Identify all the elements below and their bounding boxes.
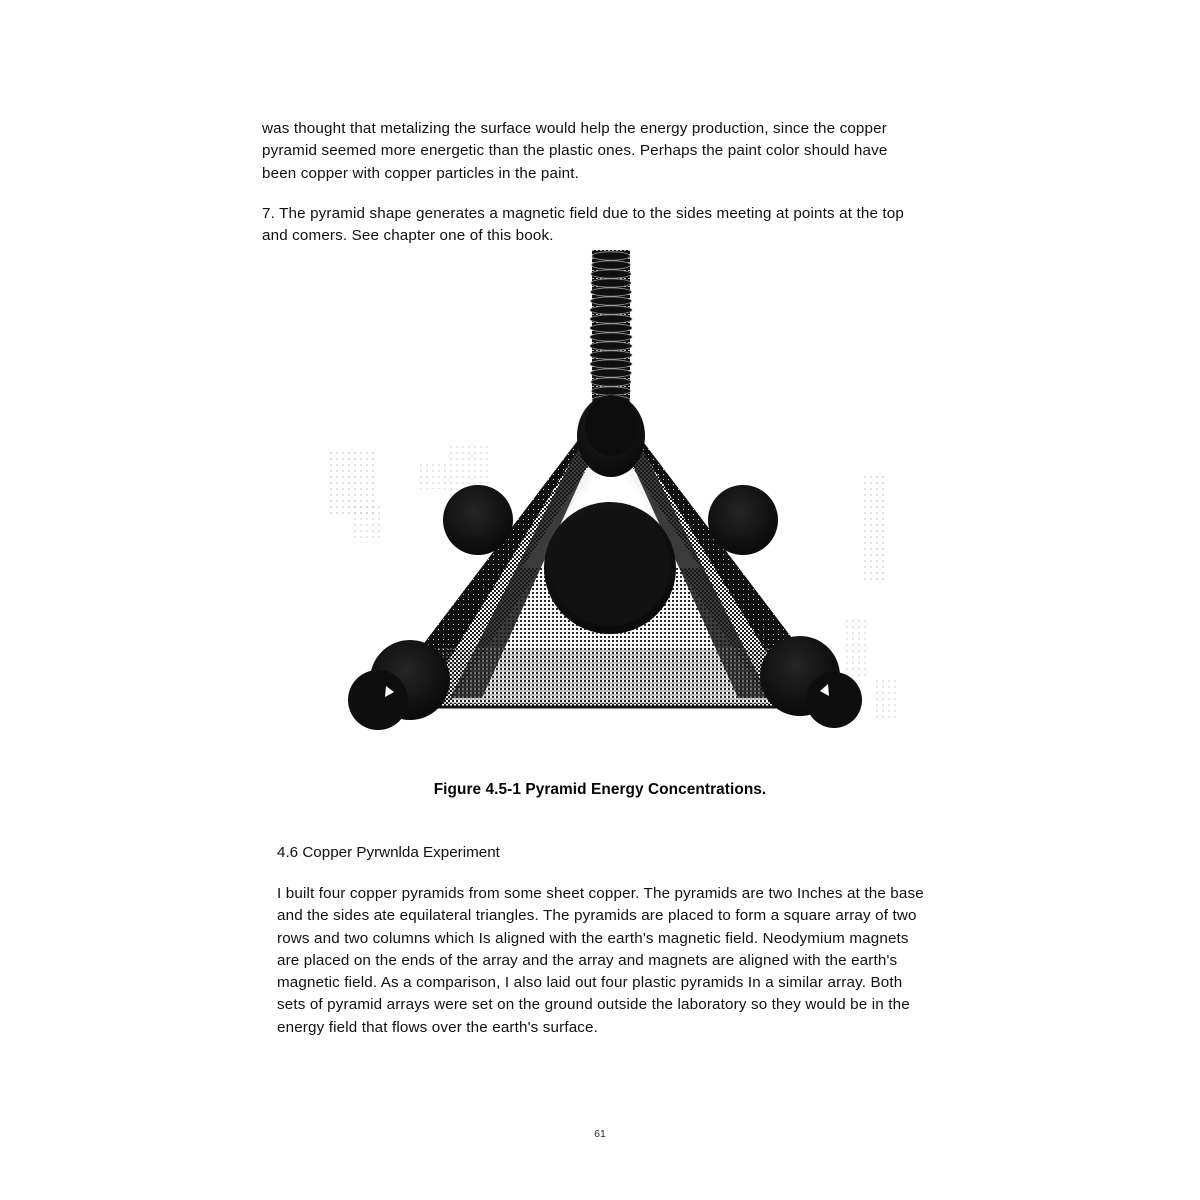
paragraph-intro: was thought that metalizing the surface would help the energy production, since the copper pyramid seemed more energetic than the plastic ones. Perhaps the paint color should have been copper with copper particles in the paint. xyxy=(262,120,892,182)
blob-corner-left-b xyxy=(348,670,408,730)
paragraph-point-seven: 7. The pyramid shape generates a magnetic field due to the sides meeting at points at the top and comers. See chapter one of this book. xyxy=(262,205,909,245)
figure-pyramid-energy-concentrations xyxy=(300,248,920,768)
blob-mid-right xyxy=(708,485,778,555)
blob-mid-left xyxy=(443,485,513,555)
paragraph-body: I built four copper pyramids from some sheet copper. The pyramids are two Inches at the base and the sides ate equilateral triangles. The pyramids are placed to form a square array of two rows and two columns which Is aligned with the earth's magnetic field. Neodymium magnets are placed on the ends of the array and the array and magnets are aligned with the earth's magnetic field. As a comparison, I also laid out four plastic pyramids In a similar array. Both sets of pyramid arrays were set on the ground outside the laboratory so they would be in the energy field that flows over the earth's surface. xyxy=(277,885,929,1036)
pyramid-diagram-svg xyxy=(300,248,920,768)
section-heading: 4.6 Copper Pyrwnlda Experiment xyxy=(277,844,500,861)
blob-corner-right-b xyxy=(806,672,862,728)
figure-caption: Figure 4.5-1 Pyramid Energy Concentrations. xyxy=(433,781,767,798)
page-number: 61 xyxy=(594,1128,606,1140)
